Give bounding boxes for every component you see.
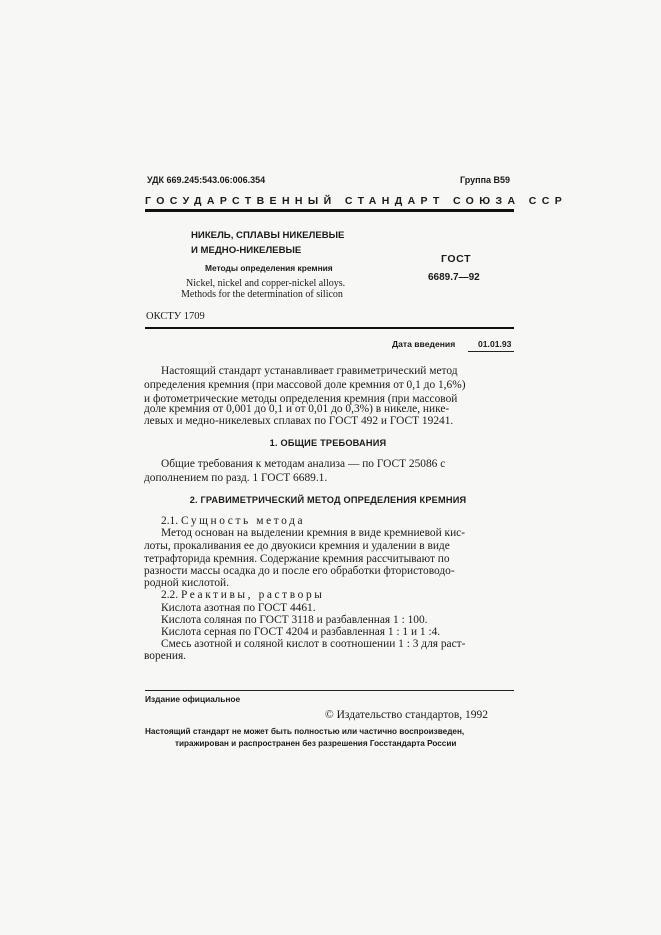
- intro-line-1: Настоящий стандарт устанавливает гравиметрический метод: [161, 365, 458, 377]
- copyright-notice: © Издательство стандартов, 1992: [325, 709, 489, 721]
- sub2-line-1: Кислота азотная по ГОСТ 4461.: [161, 602, 316, 614]
- section-1-heading: 1. ОБЩИЕ ТРЕБОВАНИЯ: [269, 438, 387, 448]
- sub2-line-4: Смесь азотной и соляной кислот в соотношении 1 : 3 для раст-: [161, 638, 466, 650]
- sub2-line-3: Кислота серная по ГОСТ 4204 и разбавленная 1 : 1 и 1 :4.: [161, 626, 441, 638]
- intro-line-2: определения кремния (при массовой доле кремния от 0,1 до 1,6%): [144, 379, 466, 391]
- section-1-line-2: дополнением по разд. 1 ГОСТ 6689.1.: [144, 472, 328, 484]
- subsection-2-2-number: 2.2.: [161, 589, 179, 601]
- sub2-line-2: Кислота соляная по ГОСТ 3118 и разбавленная 1 : 100.: [161, 614, 428, 626]
- sub1-line-2: лоты, прокаливания ее до двуокиси кремния и удалении в виде: [144, 540, 450, 552]
- section-2-heading: 2. ГРАВИМЕТРИЧЕСКИЙ МЕТОД ОПРЕДЕЛЕНИЯ КРЕМНИЯ: [189, 495, 467, 505]
- intro-line-3: и фотометрические методы определения кремния (при массовой: [144, 393, 458, 405]
- sub1-line-4: разности массы осадка до и после его обработки фтористоводо-: [144, 565, 455, 577]
- standard-banner: ГОСУДАРСТВЕННЫЙ СТАНДАРТ СОЮЗА ССР: [145, 195, 568, 207]
- subsection-2-1-number: 2.1.: [161, 515, 179, 527]
- reproduction-notice-1: Настоящий стандарт не может быть полностью или частично воспроизведен,: [145, 727, 465, 736]
- title-english-1: Nickel, nickel and copper-nickel alloys.: [186, 278, 346, 289]
- intro-date-value: 01.01.93: [478, 339, 512, 349]
- sub2-line-5: ворения.: [144, 650, 187, 662]
- official-edition: Издание официальное: [145, 694, 241, 704]
- sub1-line-1: Метод основан на выделении кремния в виде кремниевой кис-: [161, 527, 466, 539]
- sub1-line-3: тетрафторида кремния. Содержание кремния рассчитывают по: [144, 553, 450, 565]
- banner-rule: [145, 209, 514, 212]
- subsection-2-2-title: [144, 589, 512, 602]
- okstu-code: ОКСТУ 1709: [146, 311, 205, 322]
- subsection-2-2-name: Реактивы, растворы: [180, 589, 325, 601]
- title-line-2: И МЕДНО-НИКЕЛЕВЫЕ: [191, 245, 302, 256]
- title-subtitle: Методы определения кремния: [205, 263, 333, 273]
- sub1-line-5: родной кислотой.: [144, 577, 229, 589]
- gost-number: 6689.7—92: [428, 272, 480, 283]
- section-1-line-1: Общие требования к методам анализа — по ГОСТ 25086 с: [161, 458, 446, 470]
- group-code: Группа В59: [460, 175, 511, 185]
- intro-line-5: левых и медно-никелевых сплавах по ГОСТ 492 и ГОСТ 19241.: [144, 415, 454, 427]
- intro-line-4: доле кремния от 0,001 до 0,1 и от 0,01 до 0,3%) в никеле, нике-: [144, 403, 450, 415]
- reproduction-notice-2: тиражирован и распространен без разрешения Госстандарта России: [175, 739, 457, 748]
- okstu-rule: [145, 327, 514, 329]
- title-line-1: НИКЕЛЬ, СПЛАВЫ НИКЕЛЕВЫЕ: [191, 230, 345, 241]
- intro-date-label: Дата введения: [392, 339, 456, 349]
- subsection-2-1-title: [144, 515, 512, 528]
- udk-code: УДК 669.245:543.06:006.354: [147, 175, 266, 185]
- title-english-2: Methods for the determination of silicon: [181, 289, 343, 300]
- gost-label: ГОСТ: [441, 253, 472, 265]
- intro-date-underline: [468, 351, 514, 352]
- footer-rule: [145, 690, 514, 691]
- subsection-2-1-name: Сущность метода: [180, 515, 306, 527]
